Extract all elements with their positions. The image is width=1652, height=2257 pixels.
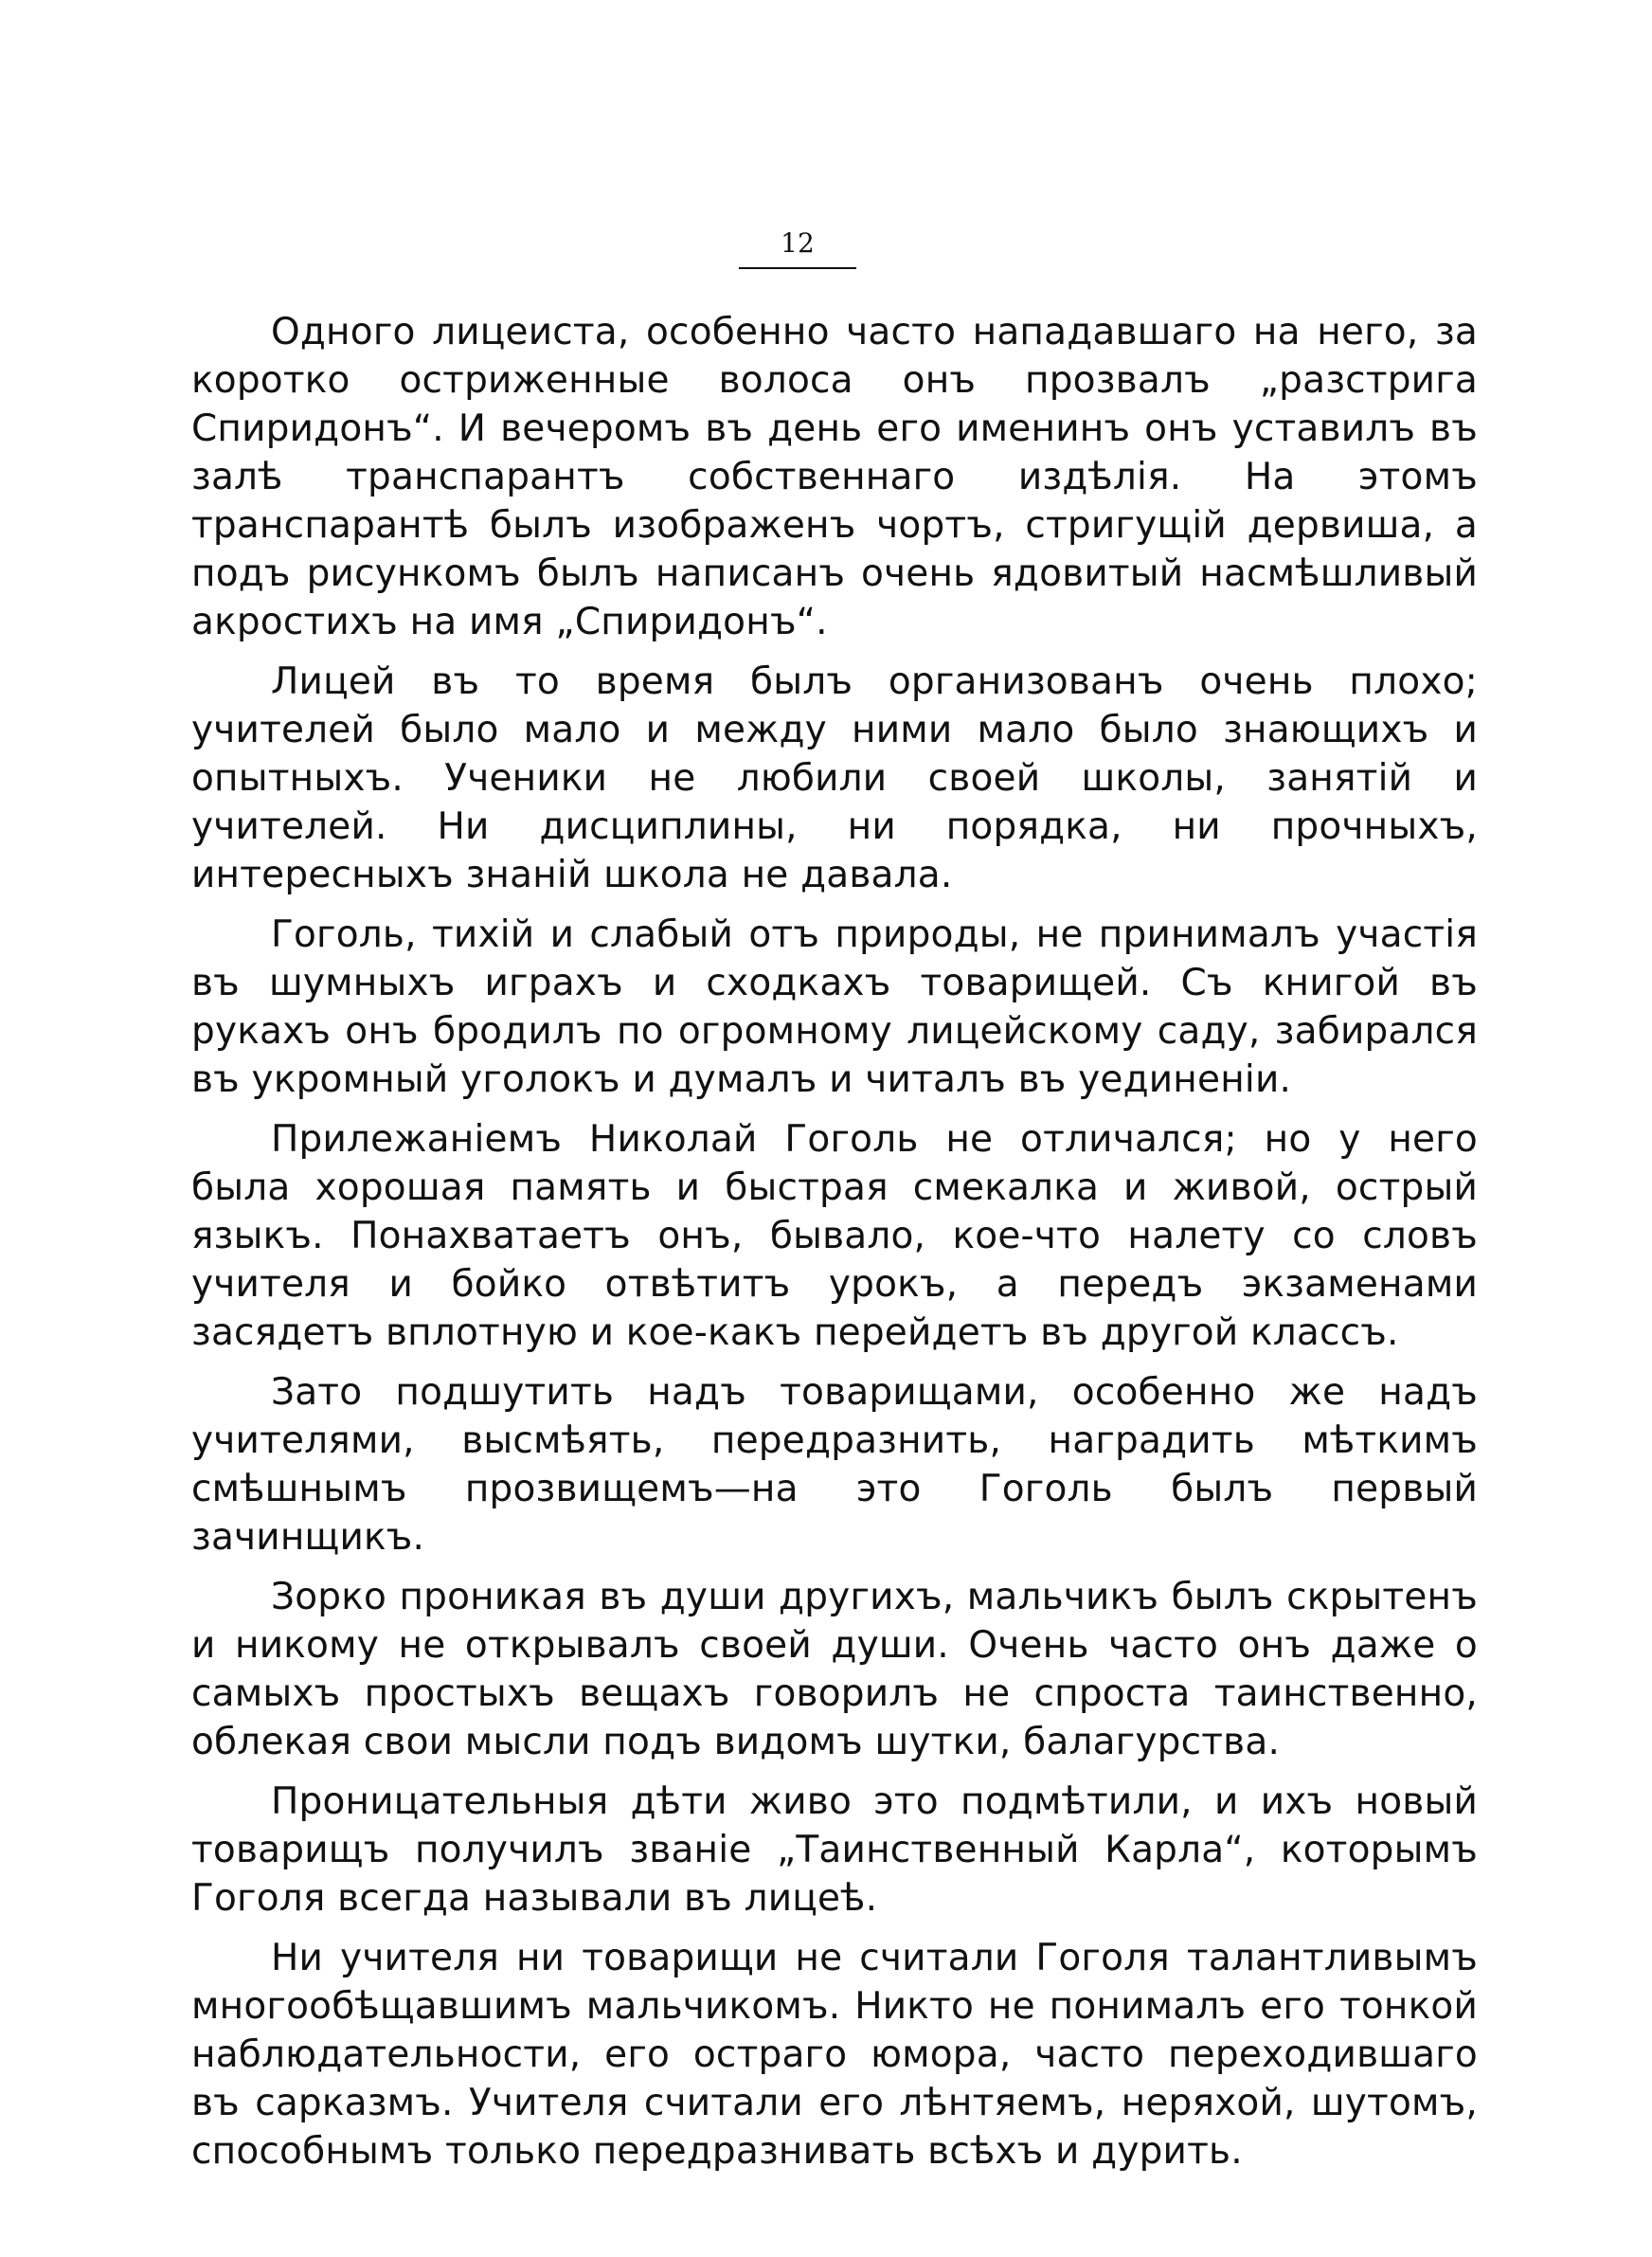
body-text bbox=[191, 308, 1478, 2187]
paragraph-1: Одного лицеиста, особенно часто нападавшаго на него, за коротко остриженные волоса онъ прозвалъ „разстрига Спиридонъ“. И вечеромъ въ день его именинъ онъ уставилъ въ залѣ транспарантъ собственнаго издѣлія. На этомъ транспарантѣ былъ изображенъ чортъ, стригущій дервиша, а подъ рисункомъ былъ написанъ очень ядовитый насмѣшливый акростихъ на имя „Спиридонъ“. bbox=[191, 311, 1478, 643]
paragraph-7: Проницательныя дѣти живо это подмѣтили, и ихъ новый товарищъ получилъ званіе „Таинственный Карла“, которымъ Гоголя всегда называли въ лицеѣ. bbox=[191, 1780, 1478, 1920]
page-number-underline bbox=[739, 267, 856, 269]
page-header bbox=[731, 227, 864, 269]
paragraph-8: Ни учителя ни товарищи не считали Гоголя талантливымъ многообѣщавшимъ мальчикомъ. Никто не понималъ его тонкой наблюдательности, его остраго юмора, часто переходившаго въ сарказмъ. Учителя считали его лѣнтяемъ, неряхой, шутомъ, способнымъ только передразнивать всѣхъ и дурить. bbox=[191, 1937, 1478, 2173]
paragraph-6: Зорко проникая въ души другихъ, мальчикъ былъ скрытенъ и никому не открывалъ своей души. Очень часто онъ даже о самыхъ простыхъ вещахъ говорилъ не спроста таинственно, облекая свои мысли подъ видомъ шутки, балагурства. bbox=[191, 1576, 1478, 1763]
paragraph-3: Гоголь, тихій и слабый отъ природы, не принималъ участія въ шумныхъ играхъ и сходкахъ товарищей. Съ книгой въ рукахъ онъ бродилъ по огромному лицейскому саду, забирался въ укромный уголокъ и думалъ и читалъ въ уединеніи. bbox=[191, 913, 1478, 1101]
page-number: 12 bbox=[781, 227, 815, 259]
paragraph-2: Лицей въ то время былъ организованъ очень плохо; учителей было мало и между ними мало было знающихъ и опытныхъ. Ученики не любили своей школы, занятій и учителей. Ни дисциплины, ни порядка, ни прочныхъ, интересныхъ знаній школа не давала. bbox=[191, 660, 1478, 896]
paragraph-4: Прилежаніемъ Николай Гоголь не отличался; но у него была хорошая память и быстрая смекалка и живой, острый языкъ. Понахватаетъ онъ, бывало, кое-что налету со словъ учителя и бойко отвѣтитъ урокъ, а передъ экзаменами засядетъ вплотную и кое-какъ перейдетъ въ другой классъ. bbox=[191, 1118, 1478, 1354]
paragraph-5: Зато подшутить надъ товарищами, особенно же надъ учителями, высмѣять, передразнить, наградить мѣткимъ смѣшнымъ прозвищемъ—на это Гоголь былъ первый зачинщикъ. bbox=[191, 1371, 1478, 1559]
